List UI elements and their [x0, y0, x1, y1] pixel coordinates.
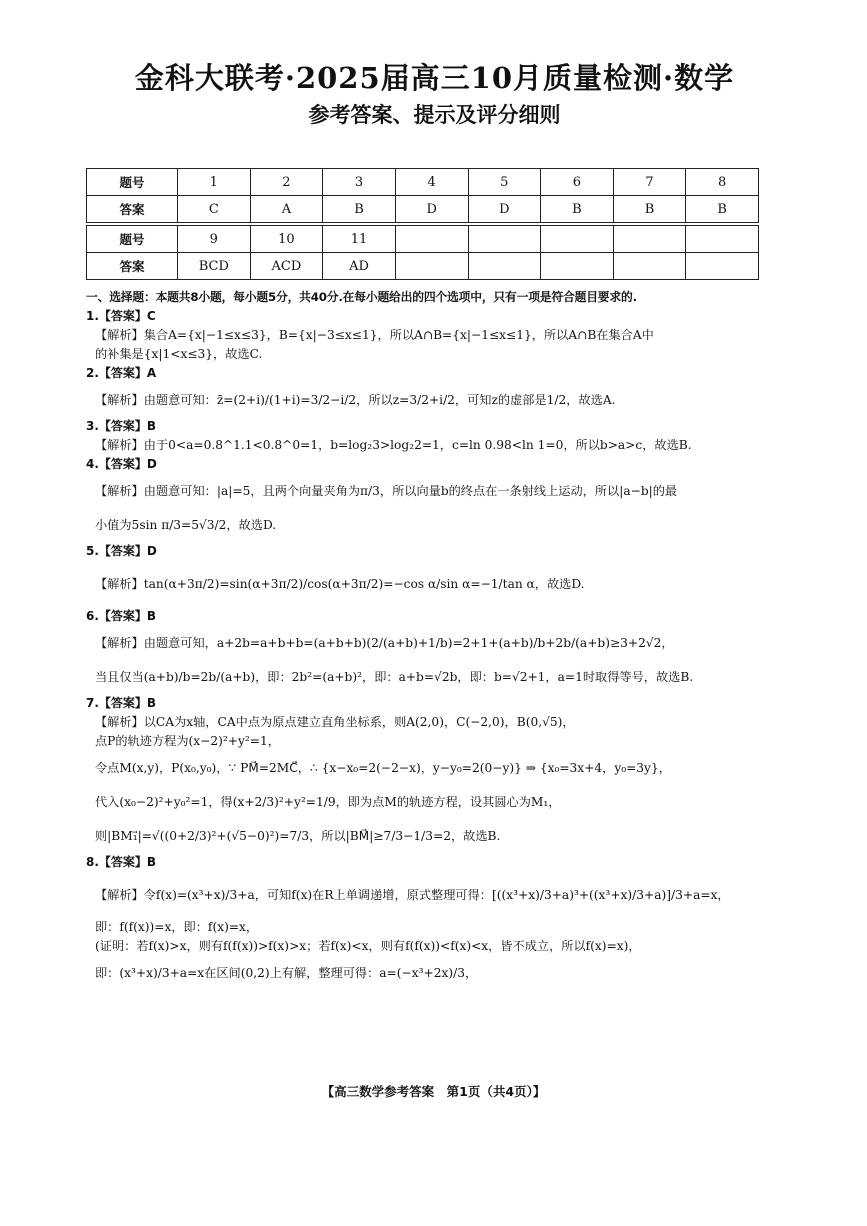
table-cell	[468, 253, 541, 280]
row-label-num: 题号	[87, 169, 178, 196]
table-cell: AD	[323, 253, 396, 280]
question-7-analysis: 点P的轨迹方程为(x−2)²+y²=1，	[95, 734, 280, 748]
question-5-analysis: 【解析】tan(α+3π/2)=sin(α+3π/2)/cos(α+3π/2)=−cos α/sin α=−1/tan α，故选D.	[95, 577, 585, 591]
table-cell: 6	[541, 169, 614, 196]
table-cell: BCD	[178, 253, 251, 280]
question-8-analysis: 即：(x³+x)/3+a=x在区间(0,2)上有解，整理可得：a=(−x³+2x)/3，	[95, 966, 478, 980]
table-cell	[468, 226, 541, 253]
solutions-body	[86, 288, 783, 990]
table-cell: A	[250, 196, 323, 223]
question-7-answer: 7.【答案】B	[86, 696, 157, 710]
question-6-analysis: 【解析】由题意可知，a+2b=a+b+b=(a+b+b)(2/(a+b)+1/b)=2+1+(a+b)/b+2b/(a+b)≥3+2√2，	[95, 636, 674, 650]
table-cell: 1	[178, 169, 251, 196]
page-footer: 【高三数学参考答案 第1页（共4页）】	[321, 1084, 546, 1099]
table-cell: B	[541, 196, 614, 223]
question-2-answer: 2.【答案】A	[86, 366, 157, 380]
table-row	[87, 196, 759, 223]
section-heading: 一、选择题：本题共8小题，每小题5分，共40分.在每小题给出的四个选项中，只有一项是符合题目要求的.	[86, 290, 637, 304]
page-subtitle: 参考答案、提示及评分细则	[308, 102, 561, 127]
table-cell	[613, 253, 686, 280]
table-cell: D	[468, 196, 541, 223]
table-cell: 10	[250, 226, 323, 253]
question-7-analysis: 则|BM₁⃗|=√((0+2/3)²+(√5−0)²)=7/3，所以|BM⃗|≥7/3−1/3=2，故选B.	[95, 829, 501, 843]
question-7-analysis: 代入(x₀−2)²+y₀²=1，得(x+2/3)²+y²=1/9，即为点M的轨迹方程，设其圆心为M₁，	[95, 795, 561, 809]
question-7-analysis: 令点M(x,y)，P(x₀,y₀)，∵ PM⃗=2MC⃗，∴ {x−x₀=2(−2−x)，y−y₀=2(0−y)} ⇒ {x₀=3x+4，y₀=3y}，	[95, 761, 671, 775]
table-cell: B	[613, 196, 686, 223]
question-3-analysis: 【解析】由于0<a=0.8^1.1<0.8^0=1，b=log₂3>log₂2=1，c=ln 0.98<ln 1=0，所以b>a>c，故选B.	[95, 438, 692, 452]
question-1-answer: 1.【答案】C	[86, 309, 156, 323]
answer-table	[86, 168, 759, 280]
question-5-answer: 5.【答案】D	[86, 544, 157, 558]
table-cell	[395, 226, 468, 253]
question-7-analysis: 【解析】以CA为x轴，CA中点为原点建立直角坐标系，则A(2,0)，C(−2,0)，B(0,√5)，	[95, 715, 575, 729]
table-cell: ACD	[250, 253, 323, 280]
table-cell: 3	[323, 169, 396, 196]
question-8-analysis: 即：f(f(x))=x，即：f(x)=x，	[95, 920, 259, 934]
question-3-answer: 3.【答案】B	[86, 419, 157, 433]
table-cell: B	[323, 196, 396, 223]
row-label-num: 题号	[87, 226, 178, 253]
table-cell: B	[686, 196, 759, 223]
table-cell	[613, 226, 686, 253]
table-row	[87, 253, 759, 280]
table-cell: D	[395, 196, 468, 223]
table-cell: 9	[178, 226, 251, 253]
table-cell	[395, 253, 468, 280]
table-cell: 4	[395, 169, 468, 196]
question-1-analysis: 的补集是{x|1<x≤3}，故选C.	[95, 347, 263, 361]
table-cell: 2	[250, 169, 323, 196]
table-cell: 7	[613, 169, 686, 196]
row-label-ans: 答案	[87, 253, 178, 280]
table-cell	[541, 226, 614, 253]
question-6-answer: 6.【答案】B	[86, 609, 157, 623]
table-cell: 11	[323, 226, 396, 253]
table-cell	[541, 253, 614, 280]
table-cell: 5	[468, 169, 541, 196]
table-cell	[686, 253, 759, 280]
table-cell	[686, 226, 759, 253]
question-1-analysis: 【解析】集合A={x|−1≤x≤3}，B={x|−3≤x≤1}，所以A∩B={x|−1≤x≤1}，所以A∩B在集合A中	[95, 328, 654, 342]
question-4-answer: 4.【答案】D	[86, 457, 157, 471]
table-cell: 8	[686, 169, 759, 196]
table-cell: C	[178, 196, 251, 223]
table-row	[87, 169, 759, 196]
question-6-analysis: 当且仅当(a+b)/b=2b/(a+b)，即：2b²=(a+b)²，即：a+b=√2b，即：b=√2+1，a=1时取得等号，故选B.	[95, 670, 694, 684]
question-8-analysis: 【解析】令f(x)=(x³+x)/3+a，可知f(x)在R上单调递增，原式整理可得：[((x³+x)/3+a)³+((x³+x)/3+a)]/3+a=x，	[95, 888, 730, 902]
page-title: 金科大联考·2025届高三10月质量检测·数学	[134, 61, 735, 95]
table-row	[87, 226, 759, 253]
question-2-analysis: 【解析】由题意可知：z̄=(2+i)/(1+i)=3/2−i/2，所以z=3/2+i/2，可知z的虚部是1/2，故选A.	[95, 393, 616, 407]
question-4-analysis: 【解析】由题意可知：|a|=5，且两个向量夹角为π/3，所以向量b的终点在一条射线上运动，所以|a−b|的最	[95, 484, 678, 498]
question-4-analysis: 小值为5sin π/3=5√3/2，故选D.	[95, 518, 277, 532]
question-8-analysis: (证明：若f(x)>x，则有f(f(x))>f(x)>x；若f(x)<x，则有f(f(x))<f(x)<x，皆不成立，所以f(x)=x)，	[95, 939, 641, 953]
row-label-ans: 答案	[87, 196, 178, 223]
question-8-answer: 8.【答案】B	[86, 855, 157, 869]
